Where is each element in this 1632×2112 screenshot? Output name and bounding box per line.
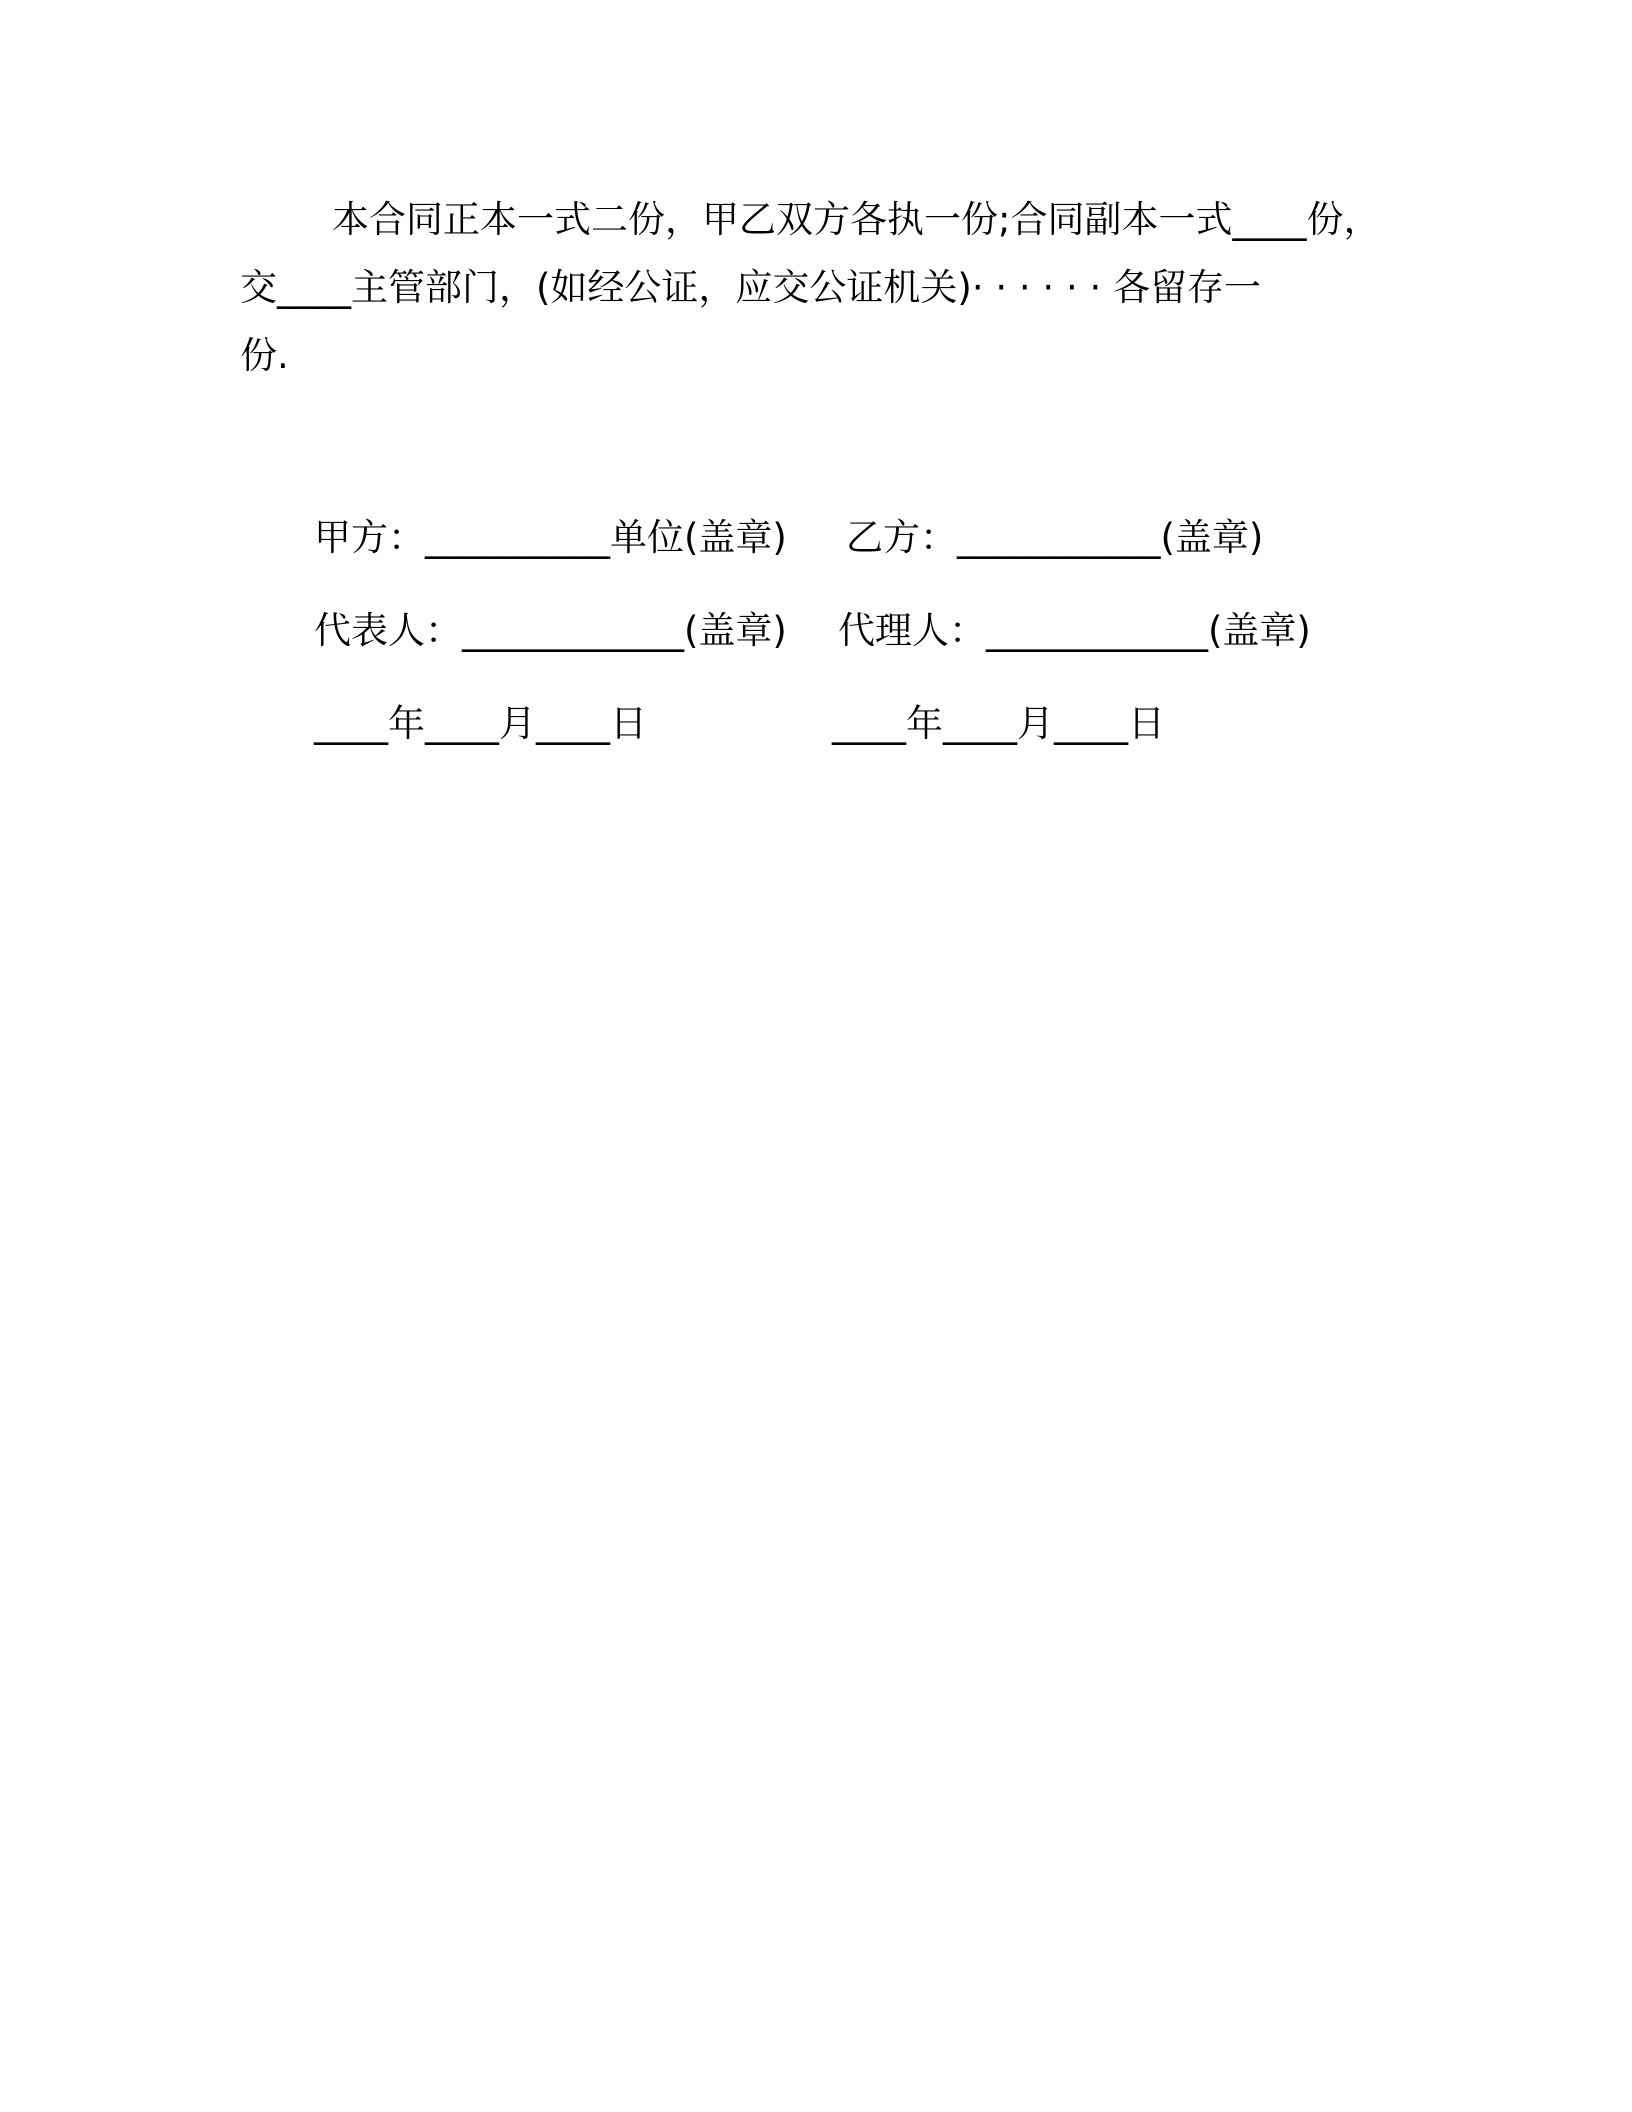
date-right-field: ____年____月____日 [832,702,1165,745]
paragraph-line-3: 份. [240,334,289,377]
agent-field: 代理人：____________(盖章) [838,609,1311,652]
paragraph-line-2: 交____主管部门，(如经公证，应交公证机关)· · · · · · 各留存一 [240,266,1262,309]
signature-row-representatives [0,601,1632,661]
paragraph-line-1: 本合同正本一式二份，甲乙双方各执一份;合同副本一式____份， [332,198,1381,241]
representative-field: 代表人：____________(盖章) [314,609,787,652]
date-left-field: ____年____月____日 [314,702,647,745]
signature-row-parties [0,508,1632,568]
party-b-field: 乙方：___________(盖章) [846,516,1264,559]
contract-copies-paragraph [240,186,1400,390]
party-a-field: 甲方：__________单位(盖章) [314,516,787,559]
signature-row-dates [0,694,1632,754]
